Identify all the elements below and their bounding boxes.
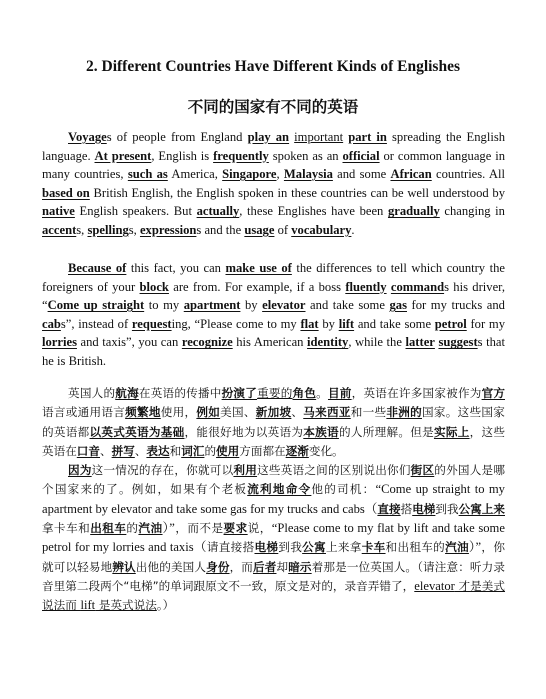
keyword: actually (196, 204, 240, 219)
text-run: s and the (196, 222, 245, 237)
page-title: 2. Different Countries Have Different Kinds of Englishes (86, 58, 460, 75)
keyword: 实际上 (433, 424, 470, 439)
text-run: 和 (169, 443, 182, 458)
keyword: expression (139, 222, 197, 237)
text-run: or common language in many countries, (42, 148, 505, 182)
keyword: recognize (181, 335, 233, 350)
text-run: 拿卡车和 (42, 521, 91, 536)
english-paragraph-1 (42, 128, 505, 240)
text-run: s, (76, 222, 88, 237)
text-run: his American (232, 335, 308, 350)
text-run: ，你就可以轻易地 (42, 540, 505, 574)
text-run: 说， (247, 521, 272, 536)
text-run: 到我 (278, 540, 303, 555)
keyword: 以英式英语为基础 (89, 424, 185, 439)
keyword: lift (338, 316, 355, 331)
keyword: 利用 (233, 463, 258, 478)
keyword: 使用 (216, 443, 240, 458)
keyword: 因为 (68, 463, 92, 478)
text-run: ，能很好地为以英语为 (184, 424, 304, 439)
keyword: 拼写 (111, 443, 135, 458)
keyword: apartment (183, 298, 241, 313)
text-run: 的人所理解。但是 (338, 424, 434, 439)
text-run: s, (128, 222, 140, 237)
keyword: suggest (438, 335, 478, 350)
text-run: by (318, 316, 339, 331)
text-run: this fact, you can (126, 261, 226, 275)
keyword: play an (247, 130, 290, 144)
english-paragraph-2 (42, 259, 505, 371)
text-run: , these Englishes have been (239, 204, 388, 219)
keyword: 频繁地 (125, 405, 161, 420)
text-run: changing in (439, 204, 505, 219)
english-quote: ）” (162, 521, 175, 536)
keyword: cab (42, 316, 61, 331)
text-run: 和出租车的 (385, 540, 446, 555)
text-run: 这些英语之间的区别说出你们 (257, 463, 411, 478)
text-run: for my (466, 316, 506, 331)
keyword: African (390, 167, 432, 182)
keyword: 暗示 (288, 559, 312, 574)
keyword: spelling (87, 222, 129, 237)
text-run: spoken as an (268, 148, 343, 163)
keyword: make use of (225, 261, 292, 275)
keyword: native (42, 204, 75, 219)
text-run: 、 (134, 443, 147, 458)
underlined-text: 是英式说法 (95, 598, 157, 613)
keyword: 身份 (206, 559, 230, 574)
keyword: 公寓 (302, 540, 326, 555)
keyword: Voyage (68, 130, 107, 144)
keyword: 辨认 (112, 559, 136, 574)
text-run: 上来拿 (325, 540, 362, 555)
text-run: , (276, 167, 284, 182)
keyword: flat (300, 316, 319, 331)
keyword: fluently (345, 279, 387, 294)
text-run: 却 (276, 559, 289, 574)
text-run: 英国人的 (68, 386, 116, 400)
text-run: spreading the English language. (42, 130, 506, 163)
text-run: 美国、 (220, 405, 256, 420)
text-run: , while the (348, 335, 406, 350)
text-run: 变化。 (308, 443, 344, 458)
paragraph-text (42, 259, 505, 371)
text-run: 着那是一位英国人。（请注意：听力录音里第二段两个“电梯”的单词跟原文不一致，原文是对的，录音弄错了， (42, 559, 505, 593)
text-run: 请直接搭 (206, 540, 255, 555)
text-run: . (351, 222, 355, 237)
chinese-paragraph-1 (42, 384, 505, 461)
keyword: based on (42, 185, 90, 200)
keyword: At present (94, 148, 152, 163)
keyword: accent (42, 222, 77, 237)
keyword: 非洲的 (386, 405, 422, 420)
underlined-text: lift (80, 598, 96, 613)
text-run: for my trucks and (407, 298, 505, 313)
keyword: 汽油 (138, 521, 163, 536)
keyword: command (390, 279, 445, 294)
keyword: 后者 (253, 559, 277, 574)
text-run: 在英语的传播中 (138, 386, 222, 400)
keyword: 电梯 (412, 501, 436, 516)
text-run: and some (332, 167, 391, 182)
keyword: elevator (262, 298, 306, 313)
keyword: 街区 (410, 463, 435, 478)
keyword: identity (307, 335, 349, 350)
text-run: America, (167, 167, 223, 182)
text-run: 的 (126, 521, 139, 536)
keyword: such as (127, 167, 168, 182)
keyword: Come up straight (47, 298, 145, 313)
keyword: 汽油 (445, 540, 469, 555)
text-run: 。） (156, 598, 175, 613)
keyword: request (131, 316, 172, 331)
keyword: frequently (213, 148, 269, 163)
text-run: to my (144, 298, 184, 313)
text-run: and take some (305, 298, 390, 313)
text-run: 。 (316, 386, 328, 400)
text-run: and take some (354, 316, 435, 331)
text-run: ，这些英语在 (42, 424, 505, 458)
keyword: 出租车 (90, 521, 127, 536)
text-run: ，而 (229, 559, 254, 574)
text-run: are from. For example, if a boss (168, 279, 346, 294)
keyword: 直接 (377, 501, 401, 516)
keyword: gas (389, 298, 407, 313)
text-run: 语言或通用语言 (42, 405, 126, 420)
keyword: Singapore (222, 167, 277, 182)
text-run: British English, the English spoken in these countries can be well understood by (89, 185, 505, 200)
text-run: 的外国人是哪个国家来的了。例如，如果有个老板 (42, 463, 505, 497)
keyword: Malaysia (283, 167, 333, 182)
keyword: 要求 (223, 521, 248, 536)
paragraph-text (42, 128, 505, 240)
text-run: 、 (291, 405, 304, 420)
keyword: vocabulary (291, 222, 352, 237)
keyword: usage (244, 222, 275, 237)
text-run: of (274, 222, 292, 237)
text-run: , English is (151, 148, 214, 163)
keyword: petrol (434, 316, 467, 331)
underlined-text: important (294, 130, 344, 144)
text-run: 到我 (435, 501, 459, 516)
keyword: 卡车 (361, 540, 386, 555)
keyword: 流利地命令 (247, 482, 312, 497)
keyword: 公寓上来 (458, 501, 505, 516)
keyword: 新加坡 (255, 405, 292, 420)
text-run: 国家。这些国家的英语都 (42, 405, 505, 439)
underlined-text: 才是美式说法而 (42, 578, 506, 613)
text-run: 这一情况的存在，你就可以 (91, 463, 234, 478)
keyword: 电梯 (254, 540, 279, 555)
keyword: 例如 (196, 405, 221, 420)
keyword: 本族语 (303, 424, 339, 439)
keyword: 扮演了 (221, 386, 258, 400)
text-run: 的 (204, 443, 217, 458)
chinese-paragraph-2 (42, 461, 505, 615)
text-run: ，而不是 (174, 521, 224, 536)
keyword: latter (405, 335, 435, 350)
text-run: 和一些 (350, 405, 387, 420)
underlined-text: elevator (414, 578, 455, 593)
keyword: 口音 (76, 443, 100, 458)
keyword: 马来西亚 (303, 405, 351, 420)
keyword: 词汇 (181, 443, 205, 458)
text-run: 使用， (160, 405, 197, 420)
chinese-translation (42, 384, 505, 616)
keyword: gradually (387, 204, 440, 219)
text-run: s of people from England (106, 130, 248, 144)
english-quote: “Come up straight to my apartment by elevator and take some gas for my trucks and cabs（ (42, 482, 505, 516)
keyword: 逐渐 (285, 443, 309, 458)
keyword: block (139, 279, 169, 294)
text-run: 、 (100, 443, 112, 458)
keyword: official (342, 148, 380, 163)
text-run: 方面都在 (239, 443, 286, 458)
keyword: Because of (68, 261, 127, 275)
text-run: the differences to tell which country the foreigners of your (42, 261, 505, 294)
underlined-text: 重要的 (257, 386, 293, 400)
page-subtitle: 不同的国家有不同的英语 (187, 98, 359, 116)
text-run: ing, “Please come to my (171, 316, 301, 331)
text-run: 出他的美国人 (135, 559, 207, 574)
text-run: and taxis”, you can (76, 335, 182, 350)
keyword: 航海 (115, 386, 139, 400)
text-run: 他的司机： (311, 482, 376, 497)
keyword: 表达 (146, 443, 170, 458)
text-run: by (240, 298, 263, 313)
text-run: s his driver, “ (42, 279, 506, 313)
text-run: countries. All (431, 167, 505, 182)
keyword: 官方 (481, 386, 505, 400)
text-run: ，英语在许多国家被作为 (351, 386, 482, 400)
text-run: 搭 (400, 501, 413, 516)
text-run: s”, instead of (60, 316, 132, 331)
keyword: lorries (42, 335, 77, 350)
english-quote: “Please come to my flat by lift and take some petrol for my lorries and taxis（ (42, 521, 505, 555)
english-quote: ）” (468, 540, 482, 555)
text-run: s that he is British. (42, 335, 505, 368)
text-run: English speakers. But (74, 204, 197, 219)
keyword: 目前 (327, 386, 352, 400)
keyword: 角色 (292, 386, 317, 400)
keyword: part in (348, 130, 387, 144)
